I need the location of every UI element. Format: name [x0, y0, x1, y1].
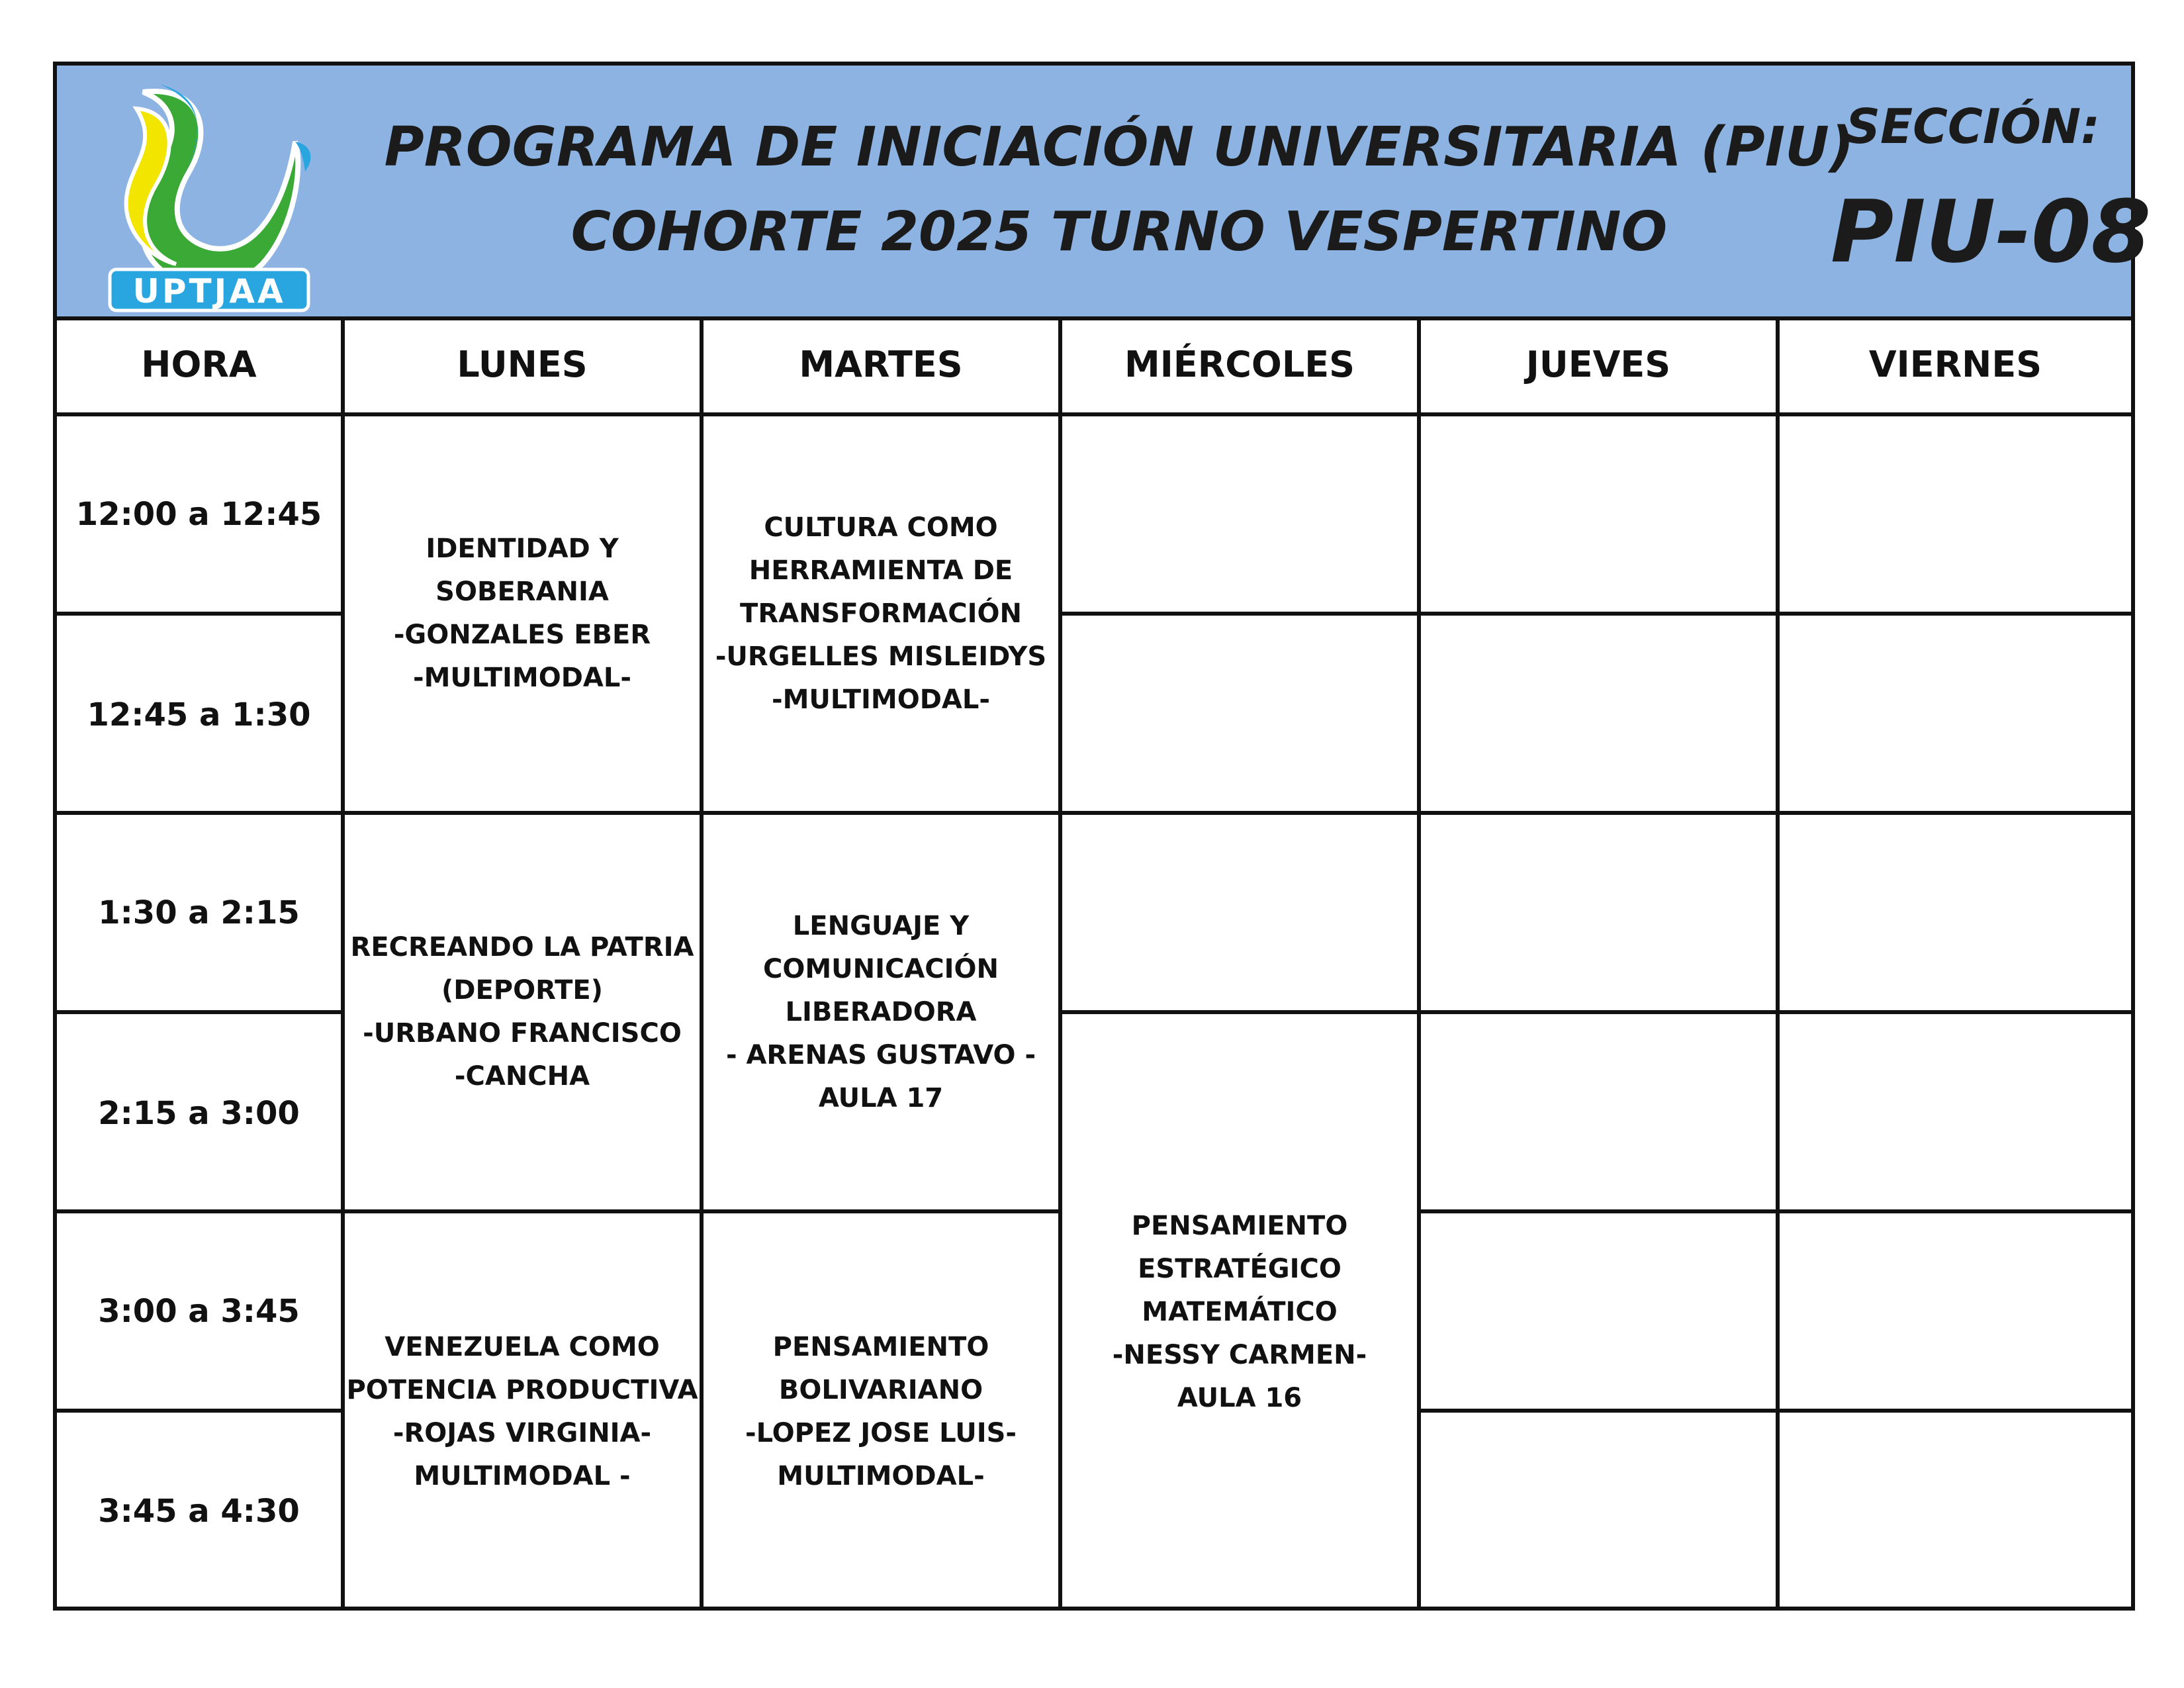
class-line: MATEMÁTICO — [1142, 1296, 1338, 1327]
class-line: PENSAMIENTO — [772, 1332, 989, 1362]
time-slot: 12:45 a 1:30 — [87, 696, 311, 733]
class-line: -LOPEZ JOSE LUIS- — [745, 1418, 1017, 1448]
class-block-lunes — [345, 1213, 700, 1611]
class-line: -URGELLES MISLEIDYS — [715, 641, 1047, 672]
grid-line — [57, 1010, 345, 1014]
class-line: -NESSY CARMEN- — [1112, 1339, 1367, 1370]
class-line: -GONZALES EBER — [393, 620, 651, 650]
grid-line — [1417, 1409, 2131, 1413]
class-block-martes — [704, 815, 1058, 1209]
uptjaa-logo — [97, 72, 315, 314]
class-line: IDENTIDAD Y — [426, 534, 619, 564]
class-line: -MULTIMODAL- — [772, 684, 990, 715]
class-block-martes — [704, 1213, 1058, 1611]
grid-line — [1058, 316, 1062, 1611]
time-slot: 1:30 a 2:15 — [98, 894, 300, 931]
grid-line — [1417, 1209, 2131, 1213]
time-slot: 3:00 a 3:45 — [98, 1292, 300, 1330]
column-header-jueves: JUEVES — [1525, 344, 1671, 385]
logo-text: UPTJAA — [132, 272, 286, 310]
class-line: AULA 16 — [1177, 1382, 1302, 1413]
class-line: -ROJAS VIRGINIA- — [392, 1418, 652, 1448]
grid-line — [57, 612, 345, 616]
class-line: VENEZUELA COMO — [385, 1332, 660, 1362]
header-banner — [57, 66, 2152, 320]
class-line: AULA 17 — [818, 1082, 944, 1113]
column-header-viernes: VIERNES — [1868, 344, 2042, 385]
class-line: SOBERANIA — [435, 577, 609, 607]
class-line: -MULTIMODAL- — [413, 663, 631, 693]
class-line: CULTURA COMO — [764, 512, 998, 543]
class-block-martes — [704, 416, 1058, 811]
class-line: RECREANDO LA PATRIA — [350, 932, 694, 962]
schedule-table — [57, 316, 2131, 1607]
class-line: HERRAMIENTA DE — [749, 555, 1013, 586]
class-line: MULTIMODAL- — [777, 1461, 985, 1491]
column-header-martes: MARTES — [799, 344, 963, 385]
grid-line — [1776, 316, 1780, 1611]
grid-line — [1058, 612, 2131, 616]
section-label: SECCIÓN: — [1846, 99, 2100, 154]
column-header-lunes: LUNES — [457, 344, 588, 385]
class-line: BOLIVARIANO — [778, 1375, 983, 1405]
grid-line — [1417, 316, 1421, 1611]
class-line: TRANSFORMACIÓN — [740, 598, 1022, 629]
grid-line — [57, 1209, 1062, 1213]
class-line: LENGUAJE Y — [792, 910, 970, 941]
class-line: ESTRATÉGICO — [1138, 1253, 1342, 1284]
class-block-miercoles — [1062, 1013, 1417, 1611]
class-line: MULTIMODAL - — [414, 1461, 631, 1491]
class-block-lunes — [345, 815, 700, 1209]
grid-line — [700, 316, 704, 1611]
program-title: PROGRAMA DE INICIACIÓN UNIVERSITARIA (PIU) — [384, 116, 1854, 179]
column-header-hora: HORA — [141, 344, 257, 385]
class-block-lunes — [345, 416, 700, 811]
grid-line — [57, 1409, 345, 1413]
grid-line — [341, 316, 345, 1611]
grid-line — [57, 412, 2131, 416]
class-line: POTENCIA PRODUCTIVA — [346, 1375, 698, 1405]
grid-line — [57, 811, 2131, 815]
class-line: (DEPORTE) — [441, 975, 604, 1006]
column-header-miercoles: MIÉRCOLES — [1124, 344, 1355, 385]
class-line: COMUNICACIÓN — [762, 953, 999, 984]
time-slot: 3:45 a 4:30 — [98, 1493, 300, 1530]
class-line: - ARENAS GUSTAVO - — [725, 1039, 1036, 1070]
time-slot: 2:15 a 3:00 — [98, 1094, 300, 1132]
schedule-sheet — [53, 62, 2152, 1611]
title-block — [348, 105, 1890, 275]
time-slot: 12:00 a 12:45 — [75, 495, 322, 533]
class-line: -CANCHA — [454, 1061, 590, 1092]
grid-line — [1058, 1010, 2131, 1014]
section-value: PIU-08 — [1831, 181, 2152, 282]
cohort-title: COHORTE 2025 TURNO VESPERTINO — [570, 201, 1668, 263]
class-line: LIBERADORA — [785, 996, 977, 1027]
class-line: -URBANO FRANCISCO — [363, 1018, 682, 1049]
class-line: PENSAMIENTO — [1131, 1210, 1348, 1241]
